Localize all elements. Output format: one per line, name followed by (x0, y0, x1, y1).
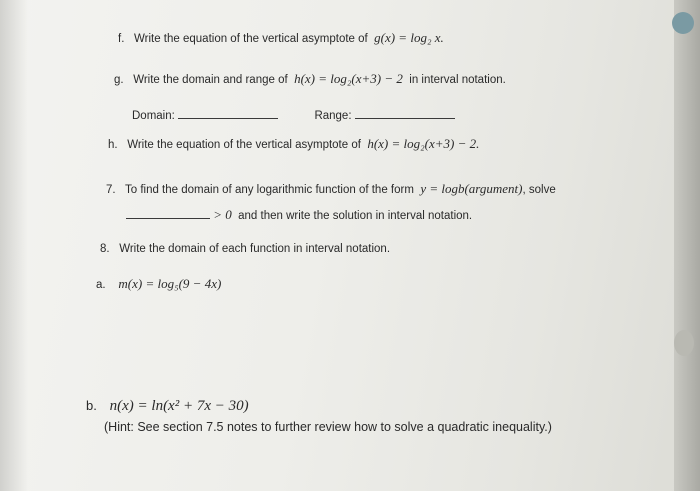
range-answer-blank[interactable] (355, 108, 455, 119)
binder-tab-icon (674, 330, 694, 356)
question-letter: f. (118, 33, 125, 45)
domain-answer-blank[interactable] (178, 108, 278, 119)
domain-range-row (132, 108, 455, 122)
argument-answer-blank[interactable] (126, 208, 210, 219)
range-label: Range: (314, 110, 352, 122)
question-8 (100, 243, 390, 255)
question-7-line-2 (126, 207, 472, 223)
question-text: , solve (522, 184, 556, 196)
math-expression: g(x) = log₂ x. (374, 30, 444, 45)
question-f (118, 30, 444, 46)
question-text: Write the equation of the vertical asymptote of (127, 139, 361, 151)
math-expression: h(x) = log₂(x+3) − 2 (294, 71, 403, 86)
question-number: 7. (106, 184, 116, 196)
question-text: Write the equation of the vertical asymptote of (133, 33, 368, 45)
domain-label: Domain: (132, 110, 175, 122)
question-letter: h. (108, 139, 118, 151)
hint-label: (Hint: See section 7.5 notes to further review how to solve a quadratic inequality.) (104, 420, 552, 434)
math-expression: n(x) = ln(x² + 7x − 30) (109, 398, 249, 414)
math-expression: h(x) = log₂(x+3) − 2. (367, 136, 480, 151)
question-text: and then write the solution in interval notation. (238, 210, 473, 222)
page-edge (674, 0, 700, 491)
question-letter: g. (114, 74, 124, 86)
binder-tab-icon (672, 12, 694, 34)
question-letter: a. (96, 279, 106, 291)
question-letter: b. (86, 398, 97, 413)
math-expression: > 0 (213, 207, 232, 222)
math-expression: m(x) = log₅(9 − 4x) (118, 276, 222, 291)
hint-text (104, 420, 552, 434)
question-a (96, 276, 221, 292)
page-shadow (0, 0, 28, 491)
question-text: To find the domain of any logarithmic function of the form (124, 184, 414, 196)
question-number: 8. (100, 243, 110, 255)
question-text: in interval notation. (409, 74, 506, 86)
question-b (86, 398, 249, 415)
question-text: Write the domain and range of (133, 74, 288, 86)
question-h (108, 136, 479, 152)
question-text: Write the domain of each function in interval notation. (119, 243, 391, 255)
question-7 (106, 181, 556, 197)
question-g (114, 71, 506, 87)
math-expression: y = logb(argument) (420, 181, 523, 196)
